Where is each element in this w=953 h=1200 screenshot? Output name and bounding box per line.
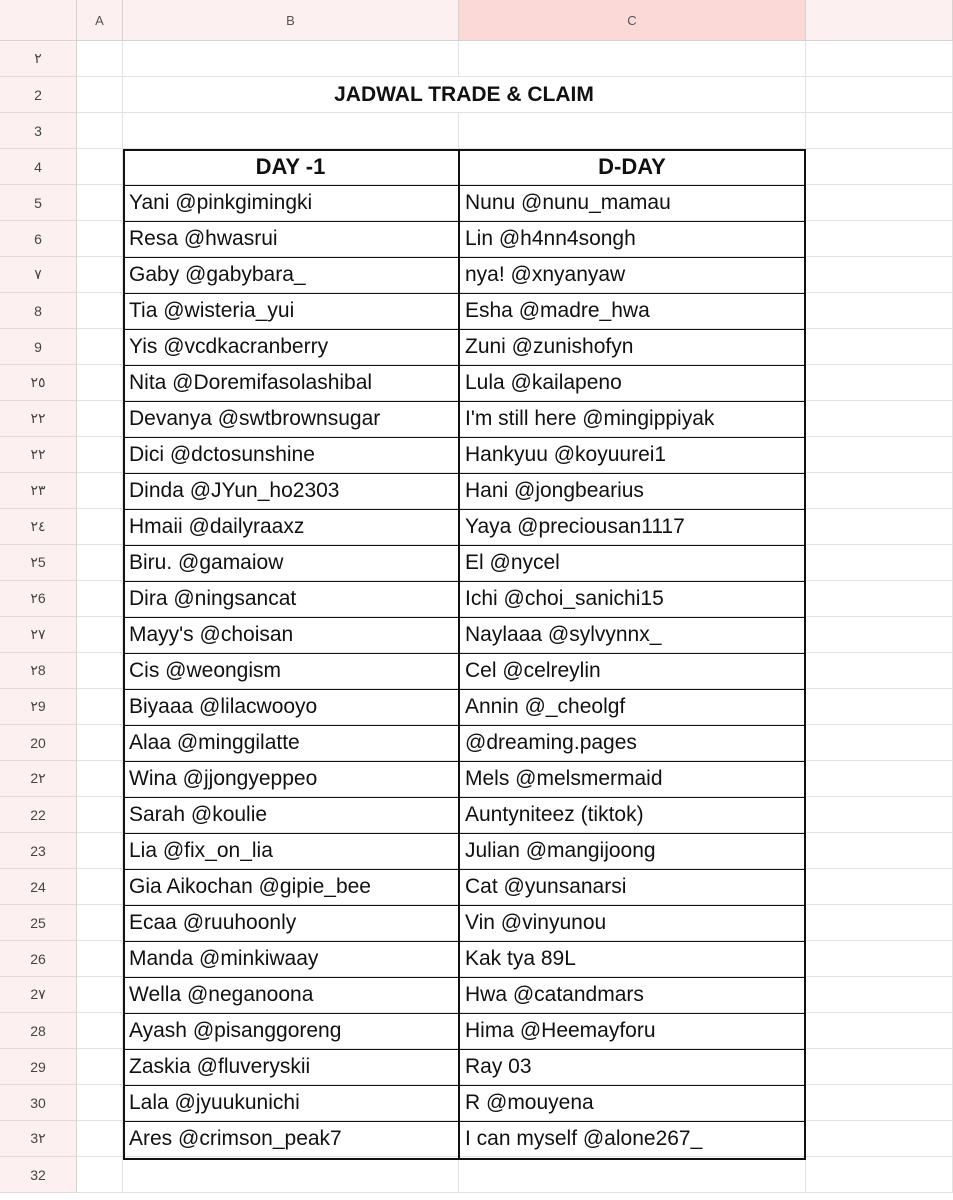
entry-day1[interactable]: Mayy's @choisan xyxy=(123,617,459,653)
entry-dday[interactable]: Lula @kailapeno xyxy=(459,365,806,401)
cell-d[interactable] xyxy=(806,941,953,977)
entry-day1[interactable]: Lala @jyuukunichi xyxy=(123,1085,459,1121)
cell-c[interactable] xyxy=(459,41,806,77)
entry-dday[interactable]: R @mouyena xyxy=(459,1085,806,1121)
entry-day1[interactable]: Biyaaa @lilacwooyo xyxy=(123,689,459,725)
cell-d[interactable] xyxy=(806,185,953,221)
row-header[interactable]: 26 xyxy=(0,941,77,977)
cell-a[interactable] xyxy=(77,1049,123,1085)
entry-dday[interactable]: Mels @melsmermaid xyxy=(459,761,806,797)
cell-d[interactable] xyxy=(806,437,953,473)
cell-a[interactable] xyxy=(77,473,123,509)
entry-day1[interactable]: Alaa @minggilatte xyxy=(123,725,459,761)
cell-a[interactable] xyxy=(77,761,123,797)
cell-d[interactable] xyxy=(806,1157,953,1193)
row-header[interactable]: 4 xyxy=(0,149,77,185)
row-header[interactable]: ٢٢ xyxy=(0,401,77,437)
cell-a[interactable] xyxy=(77,1013,123,1049)
entry-dday[interactable]: I'm still here @mingippiyak xyxy=(459,401,806,437)
entry-day1[interactable]: Wina @jjongyeppeo xyxy=(123,761,459,797)
entry-day1[interactable]: Ares @crimson_peak7 xyxy=(123,1121,459,1157)
entry-dday[interactable]: Vin @vinyunou xyxy=(459,905,806,941)
row-header[interactable]: ٢٥ xyxy=(0,365,77,401)
cell-a[interactable] xyxy=(77,365,123,401)
cell-a[interactable] xyxy=(77,77,123,113)
entry-dday[interactable]: Cat @yunsanarsi xyxy=(459,869,806,905)
entry-day1[interactable]: Hmaii @dailyraaxz xyxy=(123,509,459,545)
cell-d[interactable] xyxy=(806,1013,953,1049)
cell-a[interactable] xyxy=(77,581,123,617)
entry-dday[interactable]: El @nycel xyxy=(459,545,806,581)
entry-dday[interactable]: Hani @jongbearius xyxy=(459,473,806,509)
entry-day1[interactable]: Biru. @gamaiow xyxy=(123,545,459,581)
cell-a[interactable] xyxy=(77,797,123,833)
cell-b[interactable] xyxy=(123,113,459,149)
entry-day1[interactable]: Wella @neganoona xyxy=(123,977,459,1013)
cell-a[interactable] xyxy=(77,905,123,941)
cell-d[interactable] xyxy=(806,905,953,941)
entry-day1[interactable]: Dira @ningsancat xyxy=(123,581,459,617)
entry-dday[interactable]: Hankyuu @koyuurei1 xyxy=(459,437,806,473)
entry-dday[interactable]: Julian @mangijoong xyxy=(459,833,806,869)
entry-day1[interactable]: Yani @pinkgimingki xyxy=(123,185,459,221)
entry-day1[interactable]: Tia @wisteria_yui xyxy=(123,293,459,329)
cell-a[interactable] xyxy=(77,221,123,257)
entry-day1[interactable]: Ayash @pisanggoreng xyxy=(123,1013,459,1049)
cell-d[interactable] xyxy=(806,581,953,617)
row-header[interactable]: 2٧ xyxy=(0,977,77,1013)
cell-d[interactable] xyxy=(806,977,953,1013)
cell-d[interactable] xyxy=(806,329,953,365)
entry-dday[interactable]: I can myself @alone267_ xyxy=(459,1121,806,1157)
cell-d[interactable] xyxy=(806,725,953,761)
row-header[interactable]: 3٢ xyxy=(0,1121,77,1157)
row-header[interactable]: 29 xyxy=(0,1049,77,1085)
row-header[interactable]: ٢٣ xyxy=(0,473,77,509)
cell-a[interactable] xyxy=(77,833,123,869)
cell-d[interactable] xyxy=(806,365,953,401)
cell-d[interactable] xyxy=(806,653,953,689)
cell-a[interactable] xyxy=(77,437,123,473)
column-header-a[interactable]: A xyxy=(77,0,123,41)
cell-a[interactable] xyxy=(77,689,123,725)
cell-a[interactable] xyxy=(77,1085,123,1121)
entry-dday[interactable]: Nunu @nunu_mamau xyxy=(459,185,806,221)
row-header[interactable]: ٢٤ xyxy=(0,509,77,545)
cell-d[interactable] xyxy=(806,221,953,257)
row-header[interactable]: 30 xyxy=(0,1085,77,1121)
cell-d[interactable] xyxy=(806,509,953,545)
row-header[interactable]: 9 xyxy=(0,329,77,365)
cell-d[interactable] xyxy=(806,149,953,185)
entry-day1[interactable]: Gaby @gabybara_ xyxy=(123,257,459,293)
cell-d[interactable] xyxy=(806,77,953,113)
entry-day1[interactable]: Devanya @swtbrownsugar xyxy=(123,401,459,437)
cell-c[interactable] xyxy=(459,1157,806,1193)
row-header[interactable]: ٢ xyxy=(0,41,77,77)
row-header[interactable]: 22 xyxy=(0,797,77,833)
cell-a[interactable] xyxy=(77,257,123,293)
cell-a[interactable] xyxy=(77,509,123,545)
cell-a[interactable] xyxy=(77,1157,123,1193)
cell-a[interactable] xyxy=(77,653,123,689)
entry-dday[interactable]: Auntyniteez (tiktok) xyxy=(459,797,806,833)
row-header[interactable]: 6 xyxy=(0,221,77,257)
entry-dday[interactable]: Ray 03 xyxy=(459,1049,806,1085)
cell-d[interactable] xyxy=(806,1121,953,1157)
entry-day1[interactable]: Dinda @JYun_ho2303 xyxy=(123,473,459,509)
cell-a[interactable] xyxy=(77,977,123,1013)
row-header[interactable]: ٢6 xyxy=(0,581,77,617)
entry-dday[interactable]: Kak tya 89L xyxy=(459,941,806,977)
entry-day1[interactable]: Resa @hwasrui xyxy=(123,221,459,257)
cell-d[interactable] xyxy=(806,293,953,329)
cell-a[interactable] xyxy=(77,293,123,329)
column-header-b[interactable]: B xyxy=(123,0,459,41)
row-header[interactable]: 5 xyxy=(0,185,77,221)
entry-day1[interactable]: Yis @vcdkacranberry xyxy=(123,329,459,365)
cell-d[interactable] xyxy=(806,1049,953,1085)
cell-d[interactable] xyxy=(806,617,953,653)
entry-dday[interactable]: Annin @_cheolgf xyxy=(459,689,806,725)
row-header[interactable]: ٢5 xyxy=(0,545,77,581)
cell-a[interactable] xyxy=(77,617,123,653)
entry-dday[interactable]: Hwa @catandmars xyxy=(459,977,806,1013)
entry-dday[interactable]: @dreaming.pages xyxy=(459,725,806,761)
row-header[interactable]: ٢9 xyxy=(0,689,77,725)
cell-d[interactable] xyxy=(806,545,953,581)
cell-d[interactable] xyxy=(806,41,953,77)
entry-day1[interactable]: Gia Aikochan @gipie_bee xyxy=(123,869,459,905)
row-header[interactable]: 25 xyxy=(0,905,77,941)
entry-dday[interactable]: Ichi @choi_sanichi15 xyxy=(459,581,806,617)
cell-d[interactable] xyxy=(806,761,953,797)
entry-day1[interactable]: Zaskia @fluveryskii xyxy=(123,1049,459,1085)
cell-d[interactable] xyxy=(806,689,953,725)
cell-d[interactable] xyxy=(806,869,953,905)
sheet-title[interactable]: JADWAL TRADE & CLAIM xyxy=(123,77,806,113)
row-header[interactable]: 2 xyxy=(0,77,77,113)
entry-day1[interactable]: Lia @fix_on_lia xyxy=(123,833,459,869)
row-header[interactable]: 32 xyxy=(0,1157,77,1193)
cell-a[interactable] xyxy=(77,401,123,437)
cell-a[interactable] xyxy=(77,149,123,185)
entry-dday[interactable]: nya! @xnyanyaw xyxy=(459,257,806,293)
cell-b[interactable] xyxy=(123,1157,459,1193)
row-header[interactable]: 24 xyxy=(0,869,77,905)
column-header-d[interactable] xyxy=(806,0,953,41)
entry-day1[interactable]: Dici @dctosunshine xyxy=(123,437,459,473)
row-header[interactable]: 8 xyxy=(0,293,77,329)
row-header[interactable]: 28 xyxy=(0,1013,77,1049)
cell-a[interactable] xyxy=(77,725,123,761)
cell-d[interactable] xyxy=(806,401,953,437)
row-header[interactable]: ٢٢ xyxy=(0,437,77,473)
cell-a[interactable] xyxy=(77,41,123,77)
cell-d[interactable] xyxy=(806,473,953,509)
select-all-corner[interactable] xyxy=(0,0,77,41)
entry-day1[interactable]: Manda @minkiwaay xyxy=(123,941,459,977)
entry-day1[interactable]: Ecaa @ruuhoonly xyxy=(123,905,459,941)
cell-a[interactable] xyxy=(77,185,123,221)
cell-d[interactable] xyxy=(806,257,953,293)
cell-a[interactable] xyxy=(77,329,123,365)
cell-b[interactable] xyxy=(123,41,459,77)
cell-d[interactable] xyxy=(806,797,953,833)
cell-d[interactable] xyxy=(806,833,953,869)
cell-a[interactable] xyxy=(77,1121,123,1157)
entry-day1[interactable]: Nita @Doremifasolashibal xyxy=(123,365,459,401)
entry-dday[interactable]: Esha @madre_hwa xyxy=(459,293,806,329)
row-header[interactable]: ٢٧ xyxy=(0,617,77,653)
row-header[interactable]: 23 xyxy=(0,833,77,869)
entry-dday[interactable]: Cel @celreylin xyxy=(459,653,806,689)
entry-day1[interactable]: Sarah @koulie xyxy=(123,797,459,833)
cell-a[interactable] xyxy=(77,545,123,581)
row-header[interactable]: ٧ xyxy=(0,257,77,293)
row-header[interactable]: 20 xyxy=(0,725,77,761)
column-title-day1[interactable]: DAY -1 xyxy=(123,149,459,185)
cell-a[interactable] xyxy=(77,941,123,977)
cell-d[interactable] xyxy=(806,1085,953,1121)
row-header[interactable]: 3 xyxy=(0,113,77,149)
column-title-dday[interactable]: D-DAY xyxy=(459,149,806,185)
column-header-c[interactable]: C xyxy=(459,0,806,41)
row-header[interactable]: 2٢ xyxy=(0,761,77,797)
cell-a[interactable] xyxy=(77,113,123,149)
entry-dday[interactable]: Naylaaa @sylvynnx_ xyxy=(459,617,806,653)
entry-day1[interactable]: Cis @weongism xyxy=(123,653,459,689)
entry-dday[interactable]: Zuni @zunishofyn xyxy=(459,329,806,365)
entry-dday[interactable]: Hima @Heemayforu xyxy=(459,1013,806,1049)
entry-dday[interactable]: Yaya @preciousan1117 xyxy=(459,509,806,545)
cell-a[interactable] xyxy=(77,869,123,905)
cell-c[interactable] xyxy=(459,113,806,149)
cell-d[interactable] xyxy=(806,113,953,149)
entry-dday[interactable]: Lin @h4nn4songh xyxy=(459,221,806,257)
row-header[interactable]: ٢8 xyxy=(0,653,77,689)
